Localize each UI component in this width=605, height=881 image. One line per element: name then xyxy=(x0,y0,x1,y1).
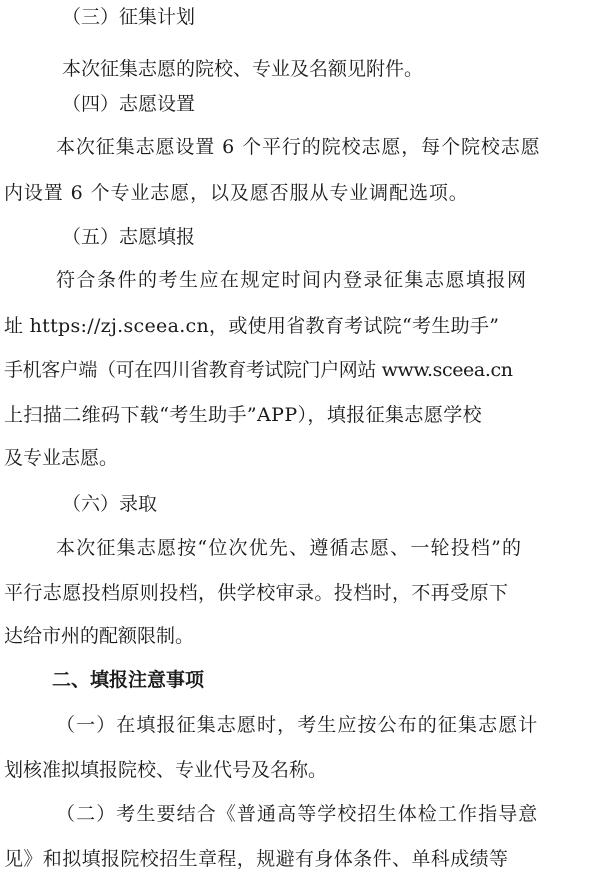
paragraph-line: 本次征集志愿的院校、专业及名额见附件。 xyxy=(62,58,424,80)
paragraph-line: 划核准拟填报院校、专业代号及名称。 xyxy=(4,759,328,781)
paragraph-line: （一）在填报征集志愿时，考生应按公布的征集志愿计 xyxy=(56,714,539,736)
paragraph-line: （二）考生要结合《普通高等学校招生体检工作指导意 xyxy=(56,803,539,825)
paragraph-line: 达给市州的配额限制。 xyxy=(4,625,195,647)
paragraph-line: 符合条件的考生应在规定时间内登录征集志愿填报网 xyxy=(56,269,528,291)
section-heading: （三）征集计划 xyxy=(62,6,196,28)
section-heading: （五）志愿填报 xyxy=(62,226,196,248)
paragraph-line: 内设置 6 个专业志愿，以及愿否服从专业调配选项。 xyxy=(4,182,469,204)
paragraph-line: 址 https://zj.sceea.cn，或使用省教育考试院“考生助手” xyxy=(4,315,500,337)
paragraph-line: 本次征集志愿设置 6 个平行的院校志愿，每个院校志愿 xyxy=(56,136,541,158)
paragraph-line: 本次征集志愿按“位次优先、遵循志愿、一轮投档”的 xyxy=(56,537,523,559)
paragraph-line: 上扫描二维码下载“考生助手”APP），填报征集志愿学校 xyxy=(4,404,483,426)
part-heading: 二、填报注意事项 xyxy=(52,669,205,691)
paragraph-line: 手机客户端（可在四川省教育考试院门户网站 www.sceea.cn xyxy=(4,359,513,381)
paragraph-line: 平行志愿投档原则投档，供学校审录。投档时，不再受原下 xyxy=(4,582,509,604)
section-heading: （六）录取 xyxy=(62,493,158,515)
section-heading: （四）志愿设置 xyxy=(62,93,196,115)
paragraph-line: 及专业志愿。 xyxy=(4,447,119,469)
paragraph-line: 见》和拟填报院校招生章程，规避有身体条件、单科成绩等 xyxy=(4,848,509,870)
